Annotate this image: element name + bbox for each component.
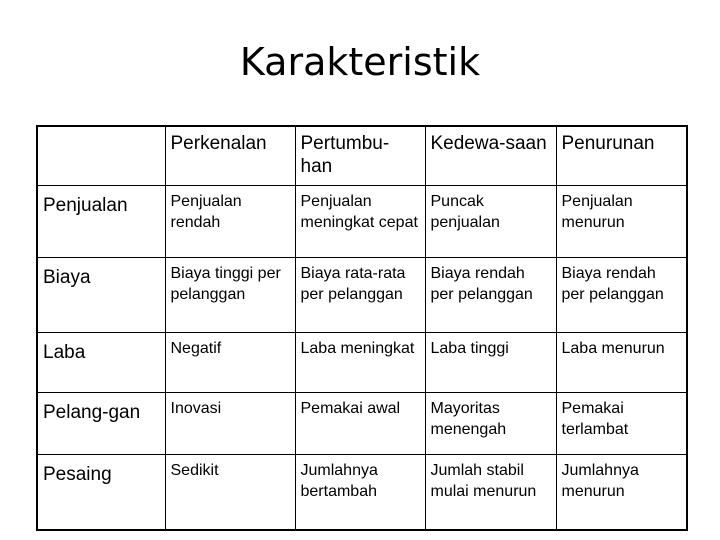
table-cell: Inovasi <box>165 393 295 455</box>
table-cell: Biaya rendah per pelanggan <box>425 258 556 333</box>
table-row <box>37 186 687 258</box>
page-title: Karakteristik <box>239 40 481 84</box>
row-label-laba: Laba <box>37 333 165 393</box>
table-cell: Sedikit <box>165 455 295 531</box>
table-cell: Negatif <box>165 333 295 393</box>
header-cell-penurunan: Penurunan <box>556 126 687 186</box>
table-cell: Penjualan rendah <box>165 186 295 258</box>
table-cell: Laba meningkat <box>295 333 425 393</box>
header-cell-empty <box>37 126 165 186</box>
table-row <box>37 393 687 455</box>
table-row <box>37 455 687 531</box>
table-row <box>37 333 687 393</box>
header-cell-pertumbuhan: Pertumbu-han <box>295 126 425 186</box>
row-label-penjualan: Penjualan <box>37 186 165 258</box>
table-cell: Mayoritas menengah <box>425 393 556 455</box>
table-cell: Pemakai terlambat <box>556 393 687 455</box>
table-cell: Puncak penjualan <box>425 186 556 258</box>
table-cell: Biaya rata-rata per pelanggan <box>295 258 425 333</box>
row-label-pelanggan: Pelang-gan <box>37 393 165 455</box>
characteristics-table <box>36 125 688 531</box>
table-cell: Penjualan menurun <box>556 186 687 258</box>
table-header-row <box>37 126 687 186</box>
header-cell-perkenalan: Perkenalan <box>165 126 295 186</box>
row-label-biaya: Biaya <box>37 258 165 333</box>
table-cell: Jumlahnya bertambah <box>295 455 425 531</box>
table-cell: Jumlahnya menurun <box>556 455 687 531</box>
table-cell: Penjualan meningkat cepat <box>295 186 425 258</box>
row-label-pesaing: Pesaing <box>37 455 165 531</box>
table-cell: Jumlah stabil mulai menurun <box>425 455 556 531</box>
header-cell-kedewasaan: Kedewa-saan <box>425 126 556 186</box>
table-row <box>37 258 687 333</box>
table-cell: Laba tinggi <box>425 333 556 393</box>
table-cell: Biaya rendah per pelanggan <box>556 258 687 333</box>
table-cell: Biaya tinggi per pelanggan <box>165 258 295 333</box>
table-cell: Laba menurun <box>556 333 687 393</box>
table-cell: Pemakai awal <box>295 393 425 455</box>
